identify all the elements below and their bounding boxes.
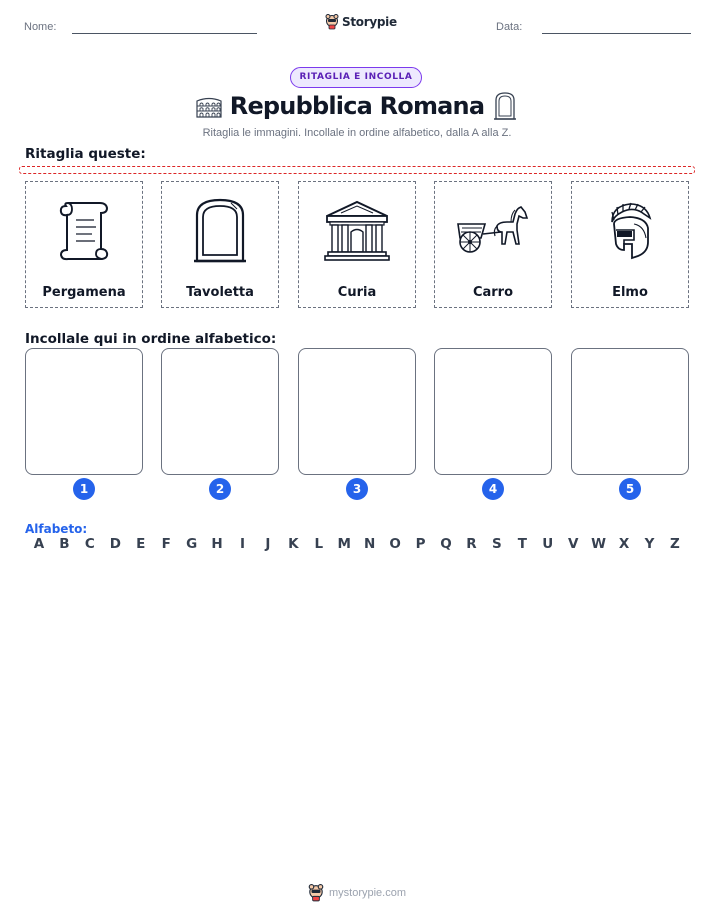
paste-heading: Incollale qui in ordine alfabetico: xyxy=(25,331,277,347)
name-line[interactable] xyxy=(72,33,257,34)
footer-url[interactable]: mystorypie.com xyxy=(328,887,407,899)
paste-slot-5[interactable] xyxy=(571,348,689,475)
alphabet-row xyxy=(25,536,689,552)
alphabet-letter: T xyxy=(517,536,527,552)
alphabet-letter: N xyxy=(364,536,376,552)
alphabet-letter: C xyxy=(84,536,95,552)
alphabet-letter: D xyxy=(109,536,121,552)
slot-number: 3 xyxy=(346,478,368,500)
date-line[interactable] xyxy=(542,33,691,34)
activity-badge: RITAGLIA E INCOLLA xyxy=(290,67,422,88)
alphabet-letter: W xyxy=(591,536,607,552)
alphabet-letter: U xyxy=(542,536,554,552)
cut-card-curia[interactable] xyxy=(298,181,416,308)
alphabet-letter: L xyxy=(314,536,324,552)
paste-slot-2[interactable] xyxy=(161,348,279,475)
alphabet-letter: G xyxy=(186,536,198,552)
date-label: Data: xyxy=(496,21,523,33)
card-label: Tavoletta xyxy=(186,285,254,300)
alphabet-letter: O xyxy=(389,536,401,552)
helmet-icon xyxy=(604,200,656,262)
name-label: Nome: xyxy=(24,21,57,33)
card-label: Carro xyxy=(472,285,514,300)
slot-number: 1 xyxy=(73,478,95,500)
card-label: Pergamena xyxy=(42,285,126,300)
slot-number: 5 xyxy=(619,478,641,500)
cut-card-pergamena[interactable] xyxy=(25,181,143,308)
paste-slot-3[interactable] xyxy=(298,348,416,475)
alphabet-letter: M xyxy=(337,536,351,552)
mascot-icon xyxy=(325,14,339,30)
cut-heading: Ritaglia queste: xyxy=(25,146,146,162)
cut-card-elmo[interactable] xyxy=(571,181,689,308)
logo-text: Storypie xyxy=(342,15,397,29)
alphabet-letter: B xyxy=(59,536,70,552)
tablet-icon xyxy=(191,197,249,265)
footer xyxy=(0,884,714,902)
slot-number: 2 xyxy=(209,478,231,500)
cut-card-carro[interactable] xyxy=(434,181,552,308)
alphabet-heading: Alfabeto: xyxy=(25,522,88,536)
cut-card-tavoletta[interactable] xyxy=(161,181,279,308)
alphabet-letter: Q xyxy=(440,536,452,552)
alphabet-letter: S xyxy=(492,536,502,552)
card-label: Elmo xyxy=(612,285,648,300)
page-title: Repubblica Romana xyxy=(229,92,485,120)
alphabet-letter: P xyxy=(415,536,426,552)
alphabet-letter: F xyxy=(161,536,171,552)
slot-number: 4 xyxy=(482,478,504,500)
alphabet-letter: J xyxy=(265,536,271,552)
alphabet-letter: A xyxy=(33,536,45,552)
alphabet-letter: Y xyxy=(644,536,655,552)
instructions: Ritaglia le immagini. Incollale in ordine alfabetico, dalla A alla Z. xyxy=(202,127,512,139)
paste-slot-1[interactable] xyxy=(25,348,143,475)
alphabet-letter: K xyxy=(288,536,299,552)
card-label: Curia xyxy=(337,285,377,300)
alphabet-letter: Z xyxy=(670,536,680,552)
scroll-icon xyxy=(54,200,114,262)
temple-icon xyxy=(323,200,391,262)
alphabet-letter: V xyxy=(567,536,579,552)
storypie-logo xyxy=(325,14,397,30)
tablet-title-icon xyxy=(493,92,517,120)
chariot-icon xyxy=(455,204,531,258)
mascot-icon xyxy=(308,884,324,902)
alphabet-letter: R xyxy=(466,536,477,552)
alphabet-letter: X xyxy=(618,536,630,552)
alphabet-letter: E xyxy=(136,536,146,552)
paste-slot-4[interactable] xyxy=(434,348,552,475)
cut-line xyxy=(19,166,695,174)
alphabet-letter: H xyxy=(211,536,223,552)
alphabet-letter: I xyxy=(239,536,246,552)
